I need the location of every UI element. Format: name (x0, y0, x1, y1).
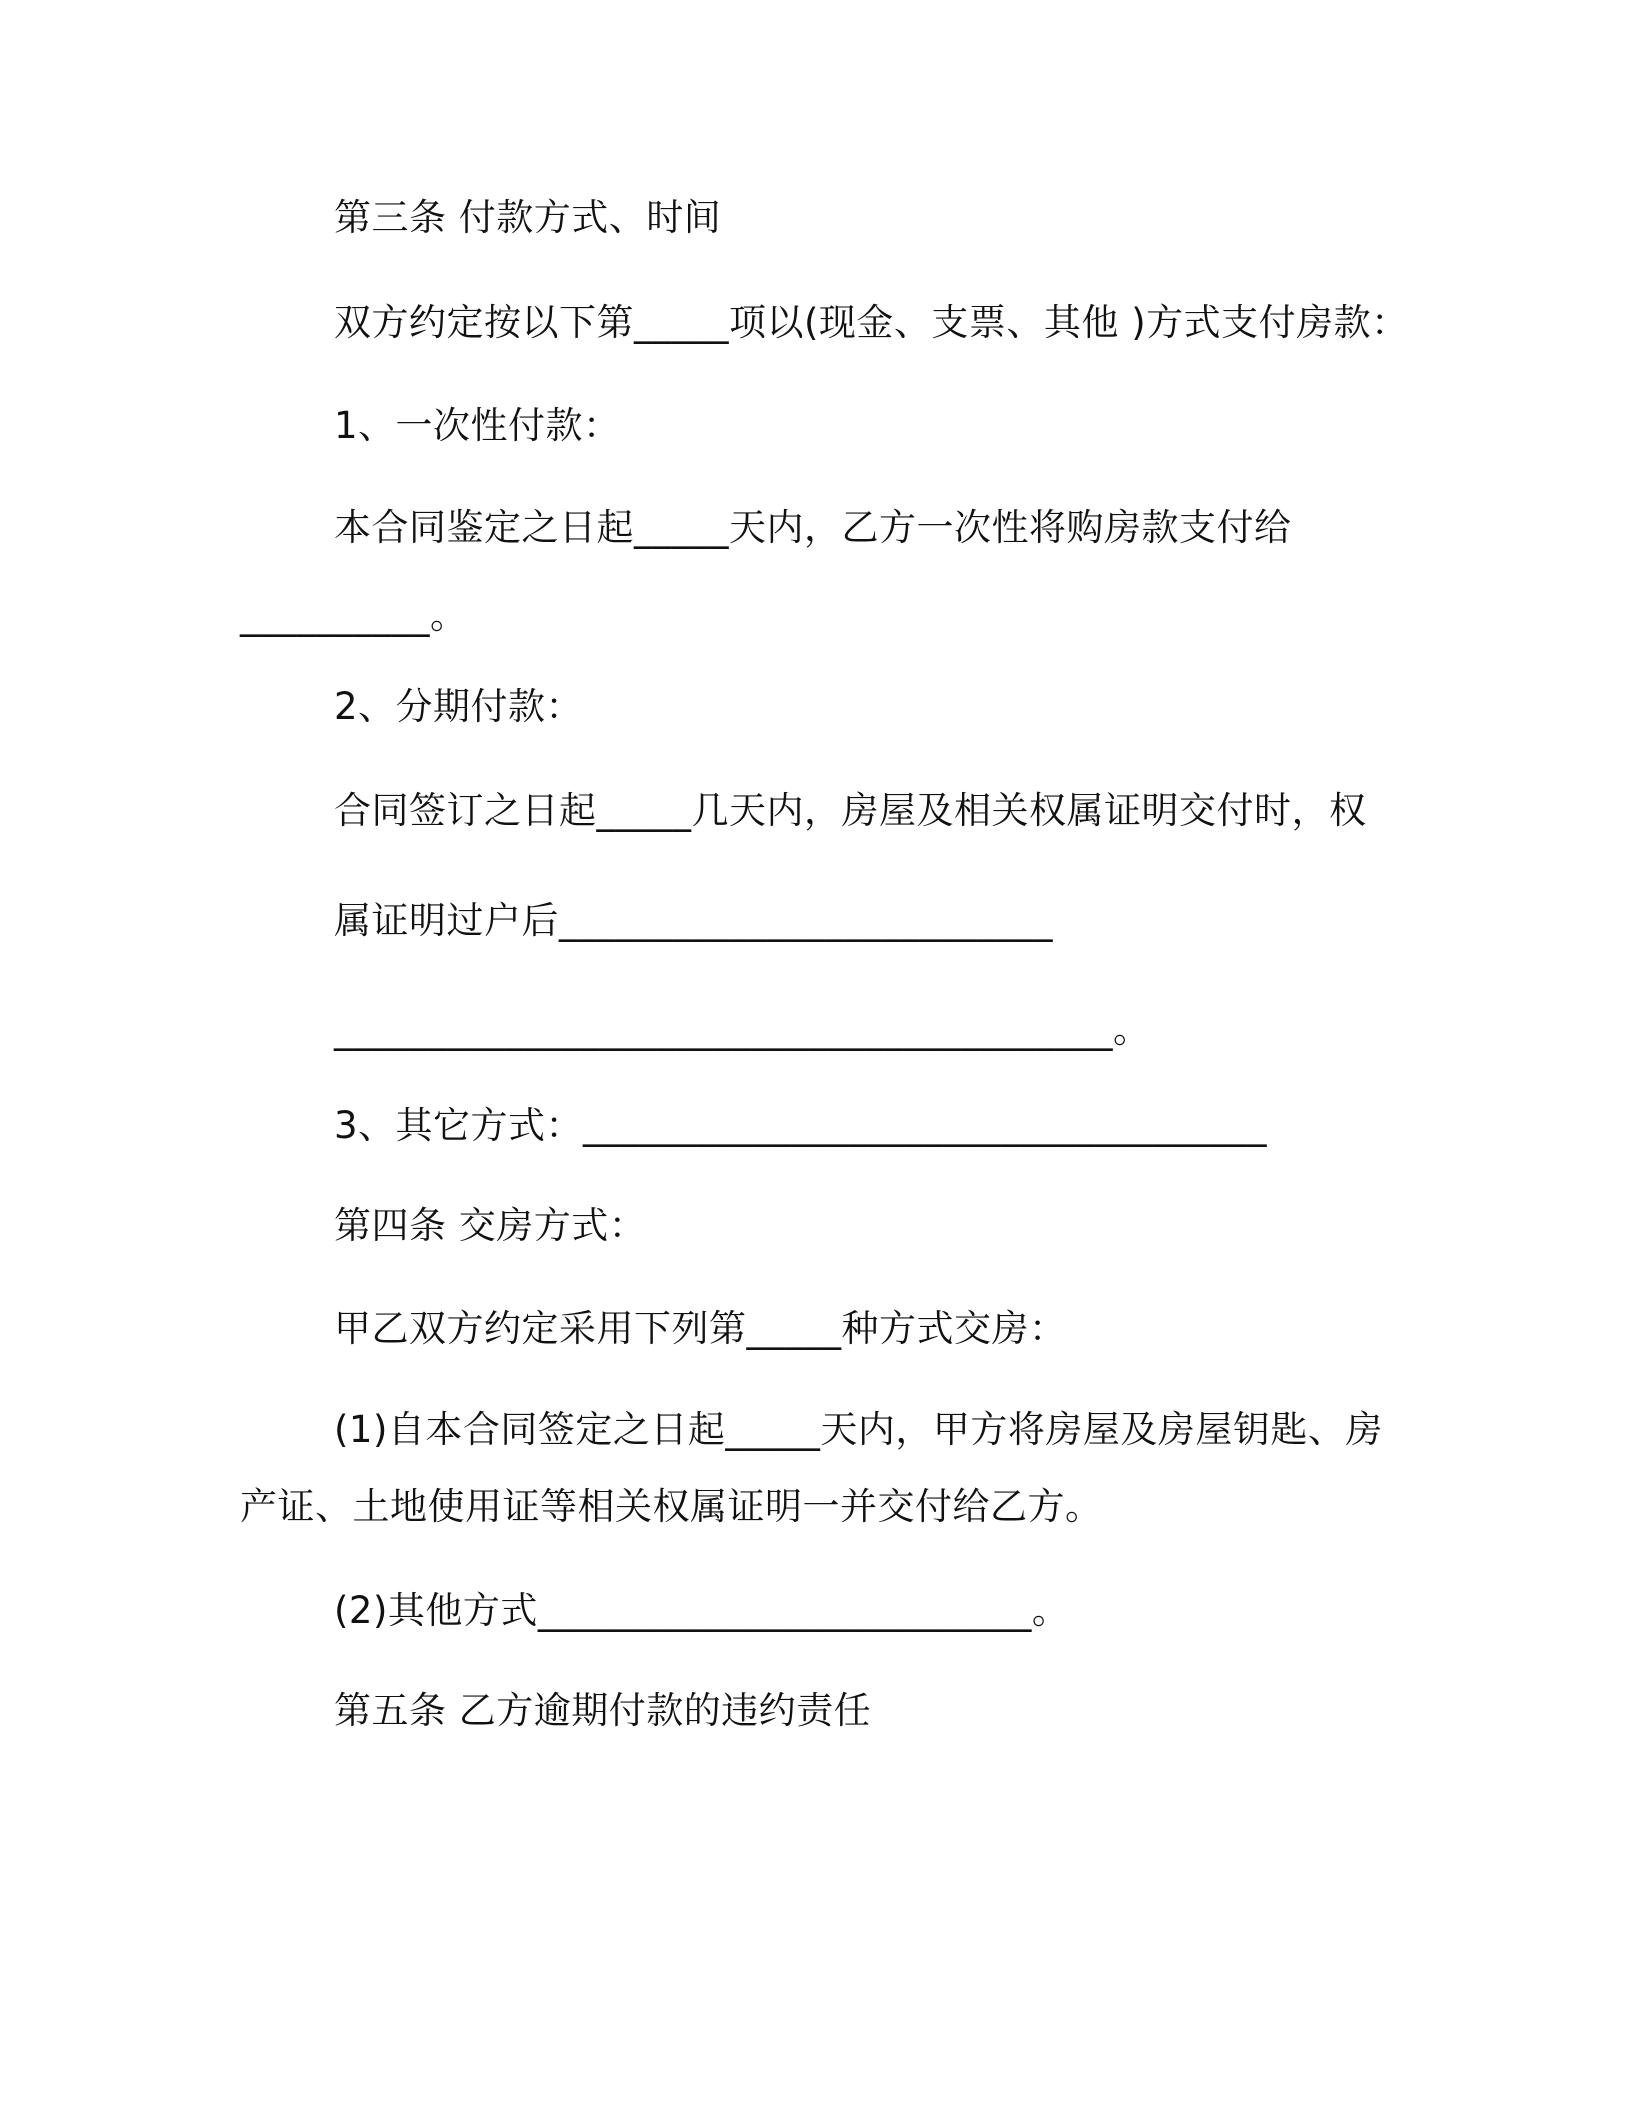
delivery-option-2: (2)其他方式__________________________。 (334, 1589, 1070, 1632)
delivery-option-1-continued: 产证、土地使用证等相关权属证明一并交付给乙方。 (240, 1485, 1103, 1528)
installment-heading: 2、分期付款： (334, 685, 584, 728)
lump-sum-clause: 本合同鉴定之日起_____天内，乙方一次性将购房款支付给 (334, 506, 1292, 549)
article-4-heading: 第四条 交房方式： (334, 1204, 647, 1247)
other-method-clause: 3、其它方式：____________________________________ (334, 1104, 1268, 1147)
delivery-option-1: (1)自本合同签定之日起_____天内，甲方将房屋及房屋钥匙、房 (334, 1408, 1383, 1451)
payment-method-clause: 双方约定按以下第_____项以(现金、支票、其他 )方式支付房款： (334, 301, 1409, 344)
lump-sum-clause-continued: __________。 (240, 594, 468, 637)
article-3-heading: 第三条 付款方式、时间 (334, 196, 722, 239)
lump-sum-heading: 1、一次性付款： (334, 404, 621, 447)
delivery-method-clause: 甲乙双方约定采用下列第_____种方式交房： (334, 1307, 1067, 1350)
article-5-heading: 第五条 乙方逾期付款的违约责任 (334, 1689, 872, 1732)
installment-clause-continued: 属证明过户后__________________________ (334, 899, 1053, 942)
installment-clause-blank-line: _________________________________________。 (334, 1008, 1151, 1051)
installment-clause: 合同签订之日起_____几天内，房屋及相关权属证明交付时，权 (334, 789, 1367, 832)
